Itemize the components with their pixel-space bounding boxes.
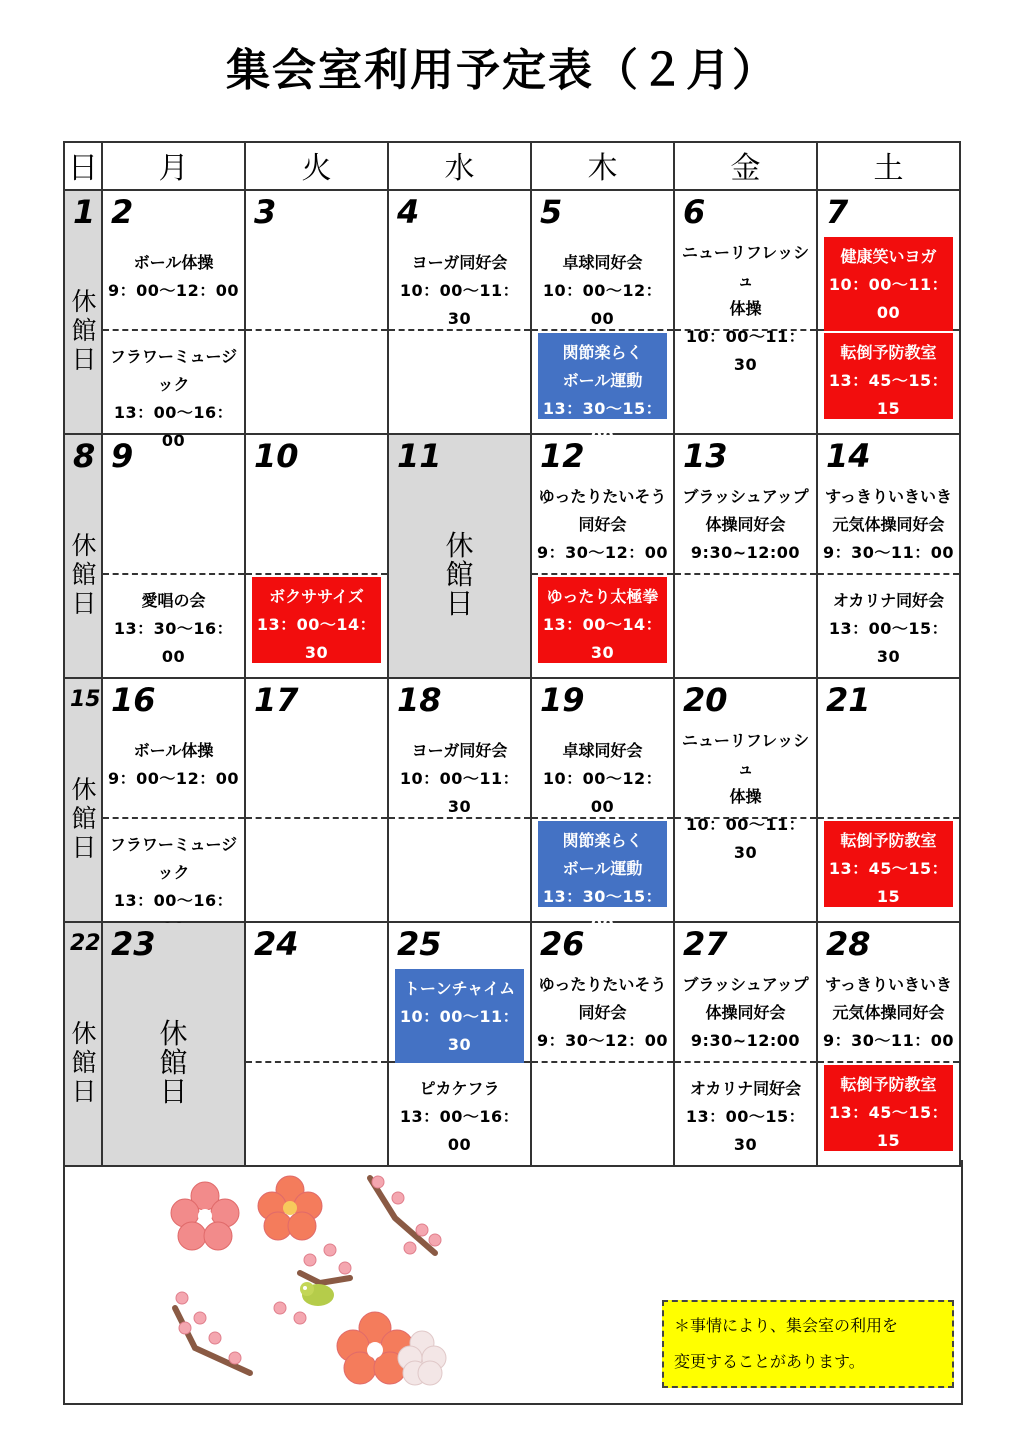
date-number: 6	[683, 193, 706, 231]
date-number: 16	[111, 681, 156, 719]
event-time: 10：00～11：30	[685, 815, 806, 862]
event-time: 9：30～12：00	[537, 1031, 668, 1050]
date-number: 20	[683, 681, 728, 719]
event-name: 体操	[729, 299, 762, 318]
day-cell	[674, 922, 817, 1166]
event-time: 10：00～11：00	[828, 275, 949, 322]
day-cell	[674, 678, 817, 922]
weekday-sun: 日	[64, 142, 102, 190]
weekday-mon: 月	[102, 142, 245, 190]
event-time: 13：00～15：30	[685, 1107, 806, 1154]
week-row	[64, 678, 960, 922]
day-cell	[102, 922, 245, 1166]
date-number: 7	[826, 193, 849, 231]
event-name: 卓球同好会	[562, 741, 643, 760]
morning-event	[532, 239, 673, 335]
date-number: 19	[540, 681, 585, 719]
dashed-divider	[818, 573, 959, 575]
event-time: 13：00～16：00	[113, 403, 234, 450]
calendar-body	[64, 190, 960, 1166]
closed-char: 館	[71, 804, 97, 833]
dashed-divider	[818, 817, 959, 819]
weekday-wed: 水	[388, 142, 531, 190]
event-time: 13：00～16：00	[399, 1107, 520, 1154]
afternoon-event	[818, 1065, 959, 1161]
weekday-sat: 土	[817, 142, 960, 190]
closed-char: 休	[445, 529, 474, 562]
event-name: ゆったり太極拳	[546, 587, 659, 606]
event-time: 13：00～14：30	[542, 615, 663, 662]
event-name: ボクササイズ	[269, 587, 364, 606]
afternoon-event	[532, 333, 673, 446]
morning-event	[532, 971, 673, 1057]
event-time: 13：00～14：30	[256, 615, 377, 662]
event-name: 体操同好会	[705, 1003, 786, 1022]
closed-char: 日	[445, 587, 474, 620]
red-highlight-event	[824, 333, 953, 419]
date-number: 12	[540, 437, 585, 475]
event-name: ヨーガ同好会	[411, 253, 508, 272]
date-number: 15	[70, 687, 101, 712]
event-name: ゆったりたいそう	[538, 975, 667, 994]
date-number: 21	[826, 681, 871, 719]
date-number: 4	[397, 193, 420, 231]
closed-char: 日	[71, 345, 97, 374]
dashed-divider	[675, 1061, 816, 1063]
notice-box	[662, 1300, 954, 1388]
afternoon-event	[103, 333, 244, 450]
morning-event	[675, 239, 816, 374]
weekday-thu: 木	[531, 142, 674, 190]
morning-event	[675, 727, 816, 862]
closed-day-label	[65, 287, 103, 374]
date-number: 25	[397, 925, 442, 963]
morning-event	[675, 971, 816, 1057]
notice-line-1: ＊事情により、集会室の利用を	[674, 1316, 899, 1335]
date-number: 23	[111, 925, 156, 963]
closed-char: 館	[71, 1048, 97, 1077]
closed-char: 館	[445, 558, 474, 591]
date-number: 13	[683, 437, 728, 475]
afternoon-event	[532, 821, 673, 934]
blue-highlight-event	[395, 969, 524, 1063]
red-highlight-event	[538, 577, 667, 663]
afternoon-event	[103, 577, 244, 683]
closed-char: 日	[71, 589, 97, 618]
date-number: 18	[397, 681, 442, 719]
event-name: ボール運動	[562, 859, 643, 878]
date-number: 10	[254, 437, 299, 475]
date-number: 14	[826, 437, 871, 475]
morning-event	[103, 727, 244, 823]
event-time: 9：00～12：00	[108, 281, 239, 300]
day-cell	[817, 922, 960, 1166]
morning-event	[675, 483, 816, 569]
day-cell	[817, 434, 960, 678]
closed-char: 休	[159, 1017, 188, 1050]
afternoon-event	[675, 1065, 816, 1171]
day-cell	[817, 678, 960, 922]
event-time: 13：45～15：15	[828, 371, 949, 418]
calendar-table	[63, 141, 961, 1167]
day-cell	[245, 678, 388, 922]
plum-blossom-illustration	[160, 1168, 460, 1393]
day-cell	[531, 678, 674, 934]
closed-char: 館	[71, 560, 97, 589]
event-name: 健康笑いヨガ	[840, 247, 937, 266]
event-time: 13：30～15：00	[542, 887, 663, 934]
blue-highlight-event	[538, 821, 667, 934]
closed-day-label	[103, 1019, 244, 1106]
day-cell	[531, 434, 674, 678]
day-cell	[245, 190, 388, 434]
page-title: 集会室利用予定表（２月）	[226, 45, 778, 96]
date-number: 1	[73, 193, 96, 231]
event-name: 体操	[729, 787, 762, 806]
afternoon-event	[246, 577, 387, 673]
event-name: フラワーミュージック	[109, 347, 238, 394]
closed-day-label	[65, 775, 103, 862]
day-cell	[102, 434, 245, 678]
event-name: オカリナ同好会	[832, 591, 945, 610]
morning-event	[532, 727, 673, 823]
afternoon-event	[818, 333, 959, 429]
date-number: 17	[254, 681, 299, 719]
event-name: ニューリフレッシュ	[681, 731, 810, 778]
event-name: ボール運動	[562, 371, 643, 390]
dashed-divider	[675, 573, 816, 575]
morning-event	[389, 239, 530, 335]
date-number: 26	[540, 925, 585, 963]
event-time: 9:30~12:00	[690, 543, 801, 562]
event-name: フラワーミュージック	[109, 835, 238, 882]
day-cell	[102, 678, 245, 922]
event-time: 10：00～12：00	[542, 769, 663, 816]
event-time: 13：30～16：00	[113, 619, 234, 666]
closed-char: 休	[71, 1019, 97, 1048]
closed-char: 休	[71, 531, 97, 560]
blue-highlight-event	[538, 333, 667, 446]
red-highlight-event	[824, 237, 953, 331]
day-cell	[817, 190, 960, 434]
event-name: ピカケフラ	[419, 1079, 500, 1098]
event-name: すっきりいきいき	[824, 975, 953, 994]
morning-event	[818, 971, 959, 1057]
sunday-cell	[64, 922, 102, 1166]
morning-event	[818, 239, 959, 325]
dashed-divider	[532, 573, 673, 575]
event-time: 13：45～15：15	[828, 1103, 949, 1150]
event-name: ニューリフレッシュ	[681, 243, 810, 290]
date-number: 11	[397, 437, 442, 475]
event-time: 13：45～15：15	[828, 859, 949, 906]
date-number: 3	[254, 193, 277, 231]
day-cell	[531, 922, 674, 1166]
closed-day-label	[65, 1019, 103, 1106]
closed-char: 館	[71, 316, 97, 345]
date-number: 28	[826, 925, 871, 963]
closed-char: 休	[71, 287, 97, 316]
event-name: 愛唱の会	[141, 591, 206, 610]
event-name: すっきりいきいき	[824, 487, 953, 506]
red-highlight-event	[824, 821, 953, 907]
event-name: ボール体操	[133, 253, 214, 272]
afternoon-event	[818, 821, 959, 917]
day-cell	[674, 190, 817, 434]
event-time: 13：30～15：00	[542, 399, 663, 446]
event-name: 同好会	[578, 1003, 627, 1022]
event-time: 9：00～12：00	[108, 769, 239, 788]
dashed-divider	[818, 1061, 959, 1063]
day-cell	[388, 434, 531, 678]
event-name: オカリナ同好会	[689, 1079, 802, 1098]
day-cell	[102, 190, 245, 450]
closed-day-label	[65, 531, 103, 618]
event-time: 9：30～11：00	[823, 1031, 954, 1050]
closed-char: 日	[71, 833, 97, 862]
day-cell	[674, 434, 817, 678]
date-number: 5	[540, 193, 563, 231]
day-cell	[531, 190, 674, 446]
event-time: 10：00～12：00	[542, 281, 663, 328]
closed-char: 休	[71, 775, 97, 804]
dashed-divider	[532, 1061, 673, 1063]
event-time: 9：30～11：00	[823, 543, 954, 562]
afternoon-event	[818, 577, 959, 683]
event-name: ブラッシュアップ	[682, 487, 809, 506]
event-name: ゆったりたいそう	[538, 487, 667, 506]
event-name: 同好会	[578, 515, 627, 534]
date-number: 2	[111, 193, 134, 231]
event-name: 転倒予防教室	[840, 343, 937, 362]
week-row	[64, 190, 960, 434]
morning-event	[389, 971, 530, 1057]
event-name: ブラッシュアップ	[682, 975, 809, 994]
notice-line-2: 変更することがあります。	[674, 1352, 865, 1371]
event-time: 10：00～11：30	[399, 769, 520, 816]
day-cell	[245, 434, 388, 678]
closed-char: 日	[159, 1075, 188, 1108]
footer-area	[63, 1160, 963, 1405]
event-time: 9：30～12：00	[537, 543, 668, 562]
afternoon-event	[532, 577, 673, 673]
morning-event	[103, 239, 244, 335]
closed-day-label	[389, 531, 530, 618]
weekday-header-row	[64, 142, 960, 190]
event-name: 関節楽らく	[562, 343, 643, 362]
event-time: 13：00～15：30	[828, 619, 949, 666]
day-cell	[388, 190, 531, 434]
sunday-cell	[64, 434, 102, 678]
event-name: 関節楽らく	[562, 831, 643, 850]
red-highlight-event	[824, 1065, 953, 1151]
red-highlight-event	[252, 577, 381, 663]
sunday-cell	[64, 190, 102, 434]
date-number: 24	[254, 925, 299, 963]
date-number: 27	[683, 925, 728, 963]
event-name: 転倒予防教室	[840, 1075, 937, 1094]
closed-char: 館	[159, 1046, 188, 1079]
event-time: 10：00～11：30	[685, 327, 806, 374]
dashed-divider	[246, 1061, 387, 1063]
dashed-divider	[246, 817, 387, 819]
weekday-tue: 火	[245, 142, 388, 190]
dashed-divider	[103, 573, 244, 575]
day-cell	[388, 678, 531, 922]
date-number: 22	[70, 931, 101, 956]
date-number: 9	[111, 437, 134, 475]
event-time: 10：00～11：30	[399, 1007, 520, 1054]
event-time: 10：00～11：30	[399, 281, 520, 328]
event-name: トーンチャイム	[403, 979, 516, 998]
event-name: 元気体操同好会	[832, 1003, 945, 1022]
afternoon-event	[389, 1065, 530, 1171]
event-name: 卓球同好会	[562, 253, 643, 272]
event-name: 転倒予防教室	[840, 831, 937, 850]
event-name: ヨーガ同好会	[411, 741, 508, 760]
morning-event	[818, 483, 959, 569]
morning-event	[532, 483, 673, 569]
event-time: 13：00～16：	[113, 891, 234, 910]
event-time: 9:30~12:00	[690, 1031, 801, 1050]
closed-char: 日	[71, 1077, 97, 1106]
event-name: ボール体操	[133, 741, 214, 760]
afternoon-event	[103, 821, 244, 927]
dashed-divider	[246, 573, 387, 575]
day-cell	[245, 922, 388, 1166]
date-number: 8	[73, 437, 96, 475]
day-cell	[388, 922, 531, 1166]
weekday-fri: 金	[674, 142, 817, 190]
morning-event	[389, 727, 530, 823]
dashed-divider	[246, 329, 387, 331]
week-row	[64, 922, 960, 1166]
sunday-cell	[64, 678, 102, 922]
event-name: 体操同好会	[705, 515, 786, 534]
event-name: 元気体操同好会	[832, 515, 945, 534]
week-row	[64, 434, 960, 678]
